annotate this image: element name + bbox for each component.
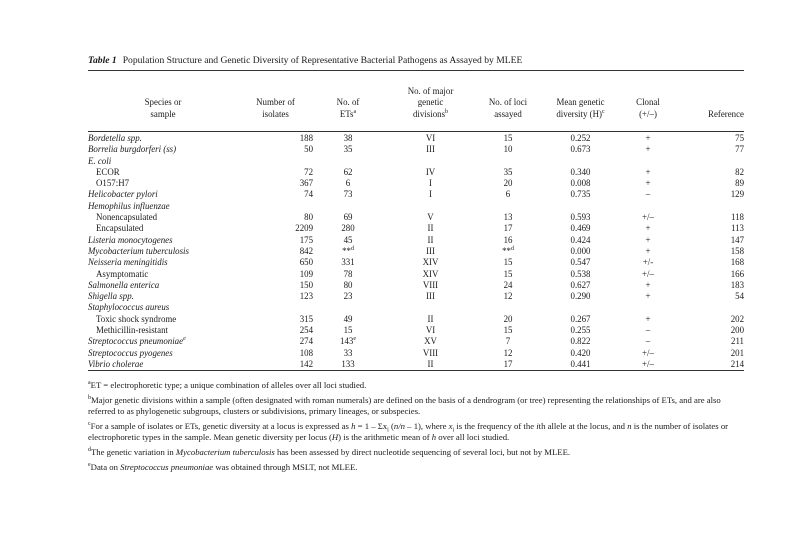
- cell-reference: 183: [730, 279, 744, 290]
- cell-species: E. coli: [88, 155, 112, 166]
- table-row: [88, 269, 744, 280]
- table-body: [88, 123, 744, 370]
- cell-diversity: [538, 201, 623, 212]
- cell-ets: 35: [343, 144, 353, 155]
- cell-isolates: 74: [304, 189, 313, 200]
- table-row: [88, 189, 744, 200]
- header-divisions: No. of major genetic divisions$^b$: [407, 86, 454, 119]
- cell-reference: 113: [731, 223, 744, 234]
- table-row: [88, 280, 744, 291]
- cell-loci: 12: [503, 291, 513, 302]
- cell-loci: 20: [503, 178, 513, 189]
- cell-loci: [478, 302, 538, 313]
- data-table: [88, 84, 744, 370]
- cell-diversity: 0.340: [570, 166, 591, 177]
- cell-reference: 200: [730, 325, 744, 336]
- cell-ets: 73: [343, 189, 353, 200]
- cell-loci: 12: [503, 347, 513, 358]
- cell-clonal: +/-: [642, 257, 654, 268]
- cell-isolates: 842: [299, 245, 313, 256]
- table-row: [88, 246, 744, 257]
- cell-ets: 45: [343, 234, 353, 245]
- cell-species: O157:H7: [96, 178, 130, 189]
- cell-reference: [673, 201, 744, 212]
- cell-species: ECOR: [96, 166, 120, 177]
- cell-reference: 77: [735, 144, 744, 155]
- cell-reference: 211: [731, 336, 744, 347]
- cell-clonal: [623, 201, 673, 212]
- cell-diversity: 0.290: [570, 291, 591, 302]
- cell-species: Shigella spp.: [88, 291, 134, 302]
- cell-ets: 6: [345, 178, 351, 189]
- cell-clonal: +: [645, 245, 651, 256]
- cell-loci: 17: [503, 223, 513, 234]
- cell-divisions: V: [427, 212, 434, 223]
- footnote-d: $^d$The genetic variation in Mycobacterium tuberculosis has been assessed by direct nucleotide sequencing of several loci, but not by MLEE.: [88, 446, 571, 457]
- cell-species: Staphylococcus aureus: [88, 302, 170, 313]
- cell-reference: 201: [730, 347, 744, 358]
- cell-divisions: VI: [425, 325, 436, 336]
- cell-divisions: II: [427, 234, 434, 245]
- cell-species: Hemophilus influenzae: [88, 200, 170, 211]
- cell-loci: 7: [505, 336, 511, 347]
- cell-isolates: 650: [299, 257, 313, 268]
- header-reference: Reference: [708, 108, 744, 119]
- cell-isolates: [238, 201, 313, 212]
- cell-species: Neisseria meningitidis: [88, 257, 168, 268]
- footnotes: [88, 380, 748, 477]
- cell-diversity: 0.547: [570, 257, 591, 268]
- cell-loci: 15: [503, 325, 513, 336]
- cell-reference: 118: [731, 212, 744, 223]
- cell-reference: 214: [730, 358, 744, 369]
- cell-species: Salmonella enterica: [88, 279, 160, 290]
- table-row: [88, 302, 744, 313]
- cell-isolates: 108: [299, 347, 313, 358]
- cell-diversity: 0.441: [570, 358, 591, 369]
- table-label: Table 1: [88, 55, 117, 66]
- cell-ets: 69: [343, 212, 353, 223]
- cell-divisions: XIV: [422, 268, 439, 279]
- cell-clonal: +/–: [642, 212, 654, 223]
- table-row: [88, 156, 744, 167]
- cell-isolates: 315: [299, 313, 313, 324]
- footnote-e: $^e$Data on Streptococcus pneumoniae was obtained through MSLT, not MLEE.: [88, 461, 358, 472]
- cell-divisions: VIII: [422, 279, 439, 290]
- cell-clonal: +: [645, 178, 651, 189]
- cell-divisions: XV: [424, 336, 437, 347]
- cell-isolates: [238, 302, 313, 313]
- cell-diversity: 0.627: [570, 279, 591, 290]
- cell-clonal: +: [645, 144, 651, 155]
- cell-ets: 80: [343, 279, 353, 290]
- cell-isolates: [238, 156, 313, 167]
- table-row: [88, 167, 744, 178]
- cell-reference: 158: [730, 245, 744, 256]
- cell-diversity: 0.673: [570, 144, 591, 155]
- cell-ets: **$^d$: [342, 245, 354, 256]
- cell-diversity: [538, 302, 623, 313]
- cell-ets: 133: [341, 358, 355, 369]
- cell-divisions: III: [426, 144, 435, 155]
- cell-diversity: 0.469: [570, 223, 591, 234]
- table-top-rule: [88, 70, 744, 71]
- cell-divisions: III: [426, 291, 435, 302]
- cell-divisions: I: [429, 189, 432, 200]
- cell-ets: [313, 201, 383, 212]
- footnote-a: $^a$ET = electrophoretic type; a unique combination of alleles over all loci studied.: [88, 380, 367, 390]
- cell-isolates: 254: [299, 325, 313, 336]
- table-row: [88, 359, 744, 370]
- cell-divisions: [383, 156, 478, 167]
- header-clonal: Clonal (+/–): [636, 97, 660, 119]
- cell-clonal: +/–: [642, 358, 654, 369]
- cell-divisions: III: [426, 245, 435, 256]
- cell-divisions: [383, 302, 478, 313]
- cell-species: Toxic shock syndrome: [96, 313, 177, 324]
- cell-isolates: 150: [299, 279, 313, 290]
- table-row: [88, 201, 744, 212]
- cell-loci: [478, 201, 538, 212]
- table-row: [88, 314, 744, 325]
- cell-loci: 35: [503, 166, 513, 177]
- table-row: [88, 178, 744, 189]
- cell-diversity: 0.252: [570, 133, 591, 143]
- cell-loci: 17: [503, 358, 513, 369]
- cell-divisions: II: [427, 223, 434, 234]
- cell-ets: [313, 156, 383, 167]
- cell-diversity: 0.000: [570, 245, 591, 256]
- table-row: [88, 257, 744, 268]
- cell-diversity: 0.255: [570, 325, 591, 336]
- cell-reference: 89: [735, 178, 744, 189]
- cell-clonal: +: [645, 291, 651, 302]
- cell-divisions: II: [427, 313, 434, 324]
- cell-species: Helicobacter pylori: [88, 189, 158, 200]
- cell-reference: 82: [735, 166, 744, 177]
- cell-clonal: –: [645, 325, 651, 336]
- cell-clonal: +: [645, 223, 651, 234]
- cell-loci: 6: [505, 189, 511, 200]
- cell-loci: 13: [503, 212, 513, 223]
- table-row: [88, 336, 744, 347]
- cell-divisions: VIII: [422, 347, 439, 358]
- footnote-c: $^c$For a sample of isolates or ETs, genetic diversity at a locus is expressed as $h = 1 - \Sigma x_i$ (n/n – 1), where $x_i$ is the frequency of the ith allele at the locus, and n is the number of isolates or electrophoretic types in the sample. Mean genetic diversity per locus (H) is the arithmetic mean of h over all loci studied.: [88, 420, 729, 443]
- cell-isolates: 50: [304, 144, 313, 155]
- table-row: [88, 223, 744, 234]
- cell-ets: 143e: [340, 336, 356, 347]
- cell-species: Bordetella spp.: [88, 133, 142, 143]
- cell-species: Vibrio cholerae: [88, 358, 144, 369]
- cell-divisions: [383, 201, 478, 212]
- cell-loci: [478, 156, 538, 167]
- cell-loci: 20: [503, 313, 513, 324]
- cell-ets: [313, 302, 383, 313]
- cell-clonal: –: [645, 189, 651, 200]
- cell-isolates: 367: [299, 178, 313, 189]
- table-caption: [88, 55, 522, 66]
- cell-isolates: 274: [299, 336, 313, 347]
- cell-reference: 168: [730, 257, 744, 268]
- cell-ets: 23: [343, 291, 353, 302]
- table-row: [88, 123, 744, 144]
- cell-reference: 202: [730, 313, 744, 324]
- cell-diversity: [538, 156, 623, 167]
- cell-loci: 15: [503, 257, 513, 268]
- cell-diversity: 0.735: [570, 189, 591, 200]
- cell-diversity: 0.822: [570, 336, 591, 347]
- cell-ets: 78: [343, 268, 353, 279]
- cell-ets: 331: [341, 257, 355, 268]
- cell-reference: 129: [730, 189, 744, 200]
- cell-species: Borrelia burgdorferi (ss): [88, 144, 177, 155]
- cell-loci: 10: [503, 144, 513, 155]
- cell-reference: [673, 156, 744, 167]
- cell-loci: 15: [503, 133, 513, 143]
- cell-reference: 75: [735, 133, 744, 143]
- cell-species: Streptococcus pneumoniae$^e$: [88, 336, 186, 347]
- cell-clonal: +: [645, 313, 651, 324]
- cell-ets: 62: [343, 166, 353, 177]
- cell-isolates: 123: [299, 291, 313, 302]
- cell-species: Listeria monocytogenes: [88, 234, 173, 245]
- cell-reference: 147: [730, 234, 744, 245]
- cell-divisions: VI: [425, 133, 436, 143]
- table-row: [88, 348, 744, 359]
- cell-isolates: 2209: [295, 223, 313, 234]
- cell-reference: 166: [730, 268, 744, 279]
- header-loci: No. of loci assayed: [488, 97, 528, 119]
- cell-isolates: 72: [304, 166, 313, 177]
- cell-loci: 24: [503, 279, 513, 290]
- table-row: [88, 144, 744, 155]
- cell-ets: 38: [343, 133, 353, 143]
- table-row: [88, 291, 744, 302]
- cell-loci: 15: [503, 268, 513, 279]
- cell-diversity: 0.420: [570, 347, 591, 358]
- table-row: [88, 212, 744, 223]
- cell-divisions: IV: [425, 166, 436, 177]
- table-row: [88, 325, 744, 336]
- cell-isolates: 80: [304, 212, 313, 223]
- cell-diversity: 0.424: [570, 234, 591, 245]
- cell-clonal: +: [645, 279, 651, 290]
- cell-reference: [673, 302, 744, 313]
- cell-diversity: 0.267: [570, 313, 591, 324]
- cell-clonal: +/–: [642, 347, 654, 358]
- cell-reference: 54: [735, 291, 744, 302]
- cell-ets: 15: [343, 325, 353, 336]
- cell-species: Mycobacterium tuberculosis: [88, 245, 189, 256]
- cell-clonal: [623, 156, 673, 167]
- table-title: Population Structure and Genetic Diversity of Representative Bacterial Pathogens as Assayed by MLEE: [122, 55, 523, 66]
- cell-species: Nonencapsulated: [96, 212, 158, 223]
- cell-species: Asymptomatic: [96, 268, 149, 279]
- cell-isolates: 188: [299, 133, 313, 143]
- cell-clonal: –: [645, 336, 651, 347]
- cell-clonal: [623, 302, 673, 313]
- cell-ets: 280: [341, 223, 355, 234]
- cell-clonal: +: [645, 166, 651, 177]
- cell-species: Methicillin-resistant: [96, 325, 168, 336]
- header-isolates: Number of isolates: [256, 97, 295, 119]
- cell-divisions: XIV: [422, 257, 439, 268]
- header-row: [88, 84, 744, 123]
- cell-diversity: 0.008: [570, 178, 591, 189]
- cell-isolates: 175: [299, 234, 313, 245]
- cell-diversity: 0.593: [570, 212, 591, 223]
- cell-isolates: 142: [299, 358, 313, 369]
- cell-loci: 16: [503, 234, 513, 245]
- cell-diversity: 0.538: [570, 268, 591, 279]
- cell-clonal: +/–: [642, 268, 654, 279]
- footnote-b: $^b$Major genetic divisions within a sample (often designated with roman numerals) are defined on the basis of a dendrogram (or tree) representing the relationships of ETs, and are also referred to as phylogenetic subgroups, clusters or subdivisions, primary lineages, or subspecies.: [88, 394, 721, 417]
- cell-clonal: +: [645, 234, 651, 245]
- header-species: Species or sample: [144, 97, 182, 119]
- cell-isolates: 109: [299, 268, 313, 279]
- table-row: [88, 235, 744, 246]
- cell-species: Streptococcus pyogenes: [88, 347, 173, 358]
- cell-divisions: I: [429, 178, 432, 189]
- cell-clonal: +: [645, 133, 651, 143]
- cell-species: Encapsulated: [96, 223, 144, 234]
- cell-ets: 49: [343, 313, 353, 324]
- header-ets: No. of ETs$^a$: [336, 97, 360, 119]
- cell-loci: **$^d$: [502, 245, 514, 256]
- cell-divisions: II: [427, 358, 434, 369]
- cell-ets: 33: [343, 347, 353, 358]
- header-diversity: Mean genetic diversity $(H)^c$: [556, 97, 605, 119]
